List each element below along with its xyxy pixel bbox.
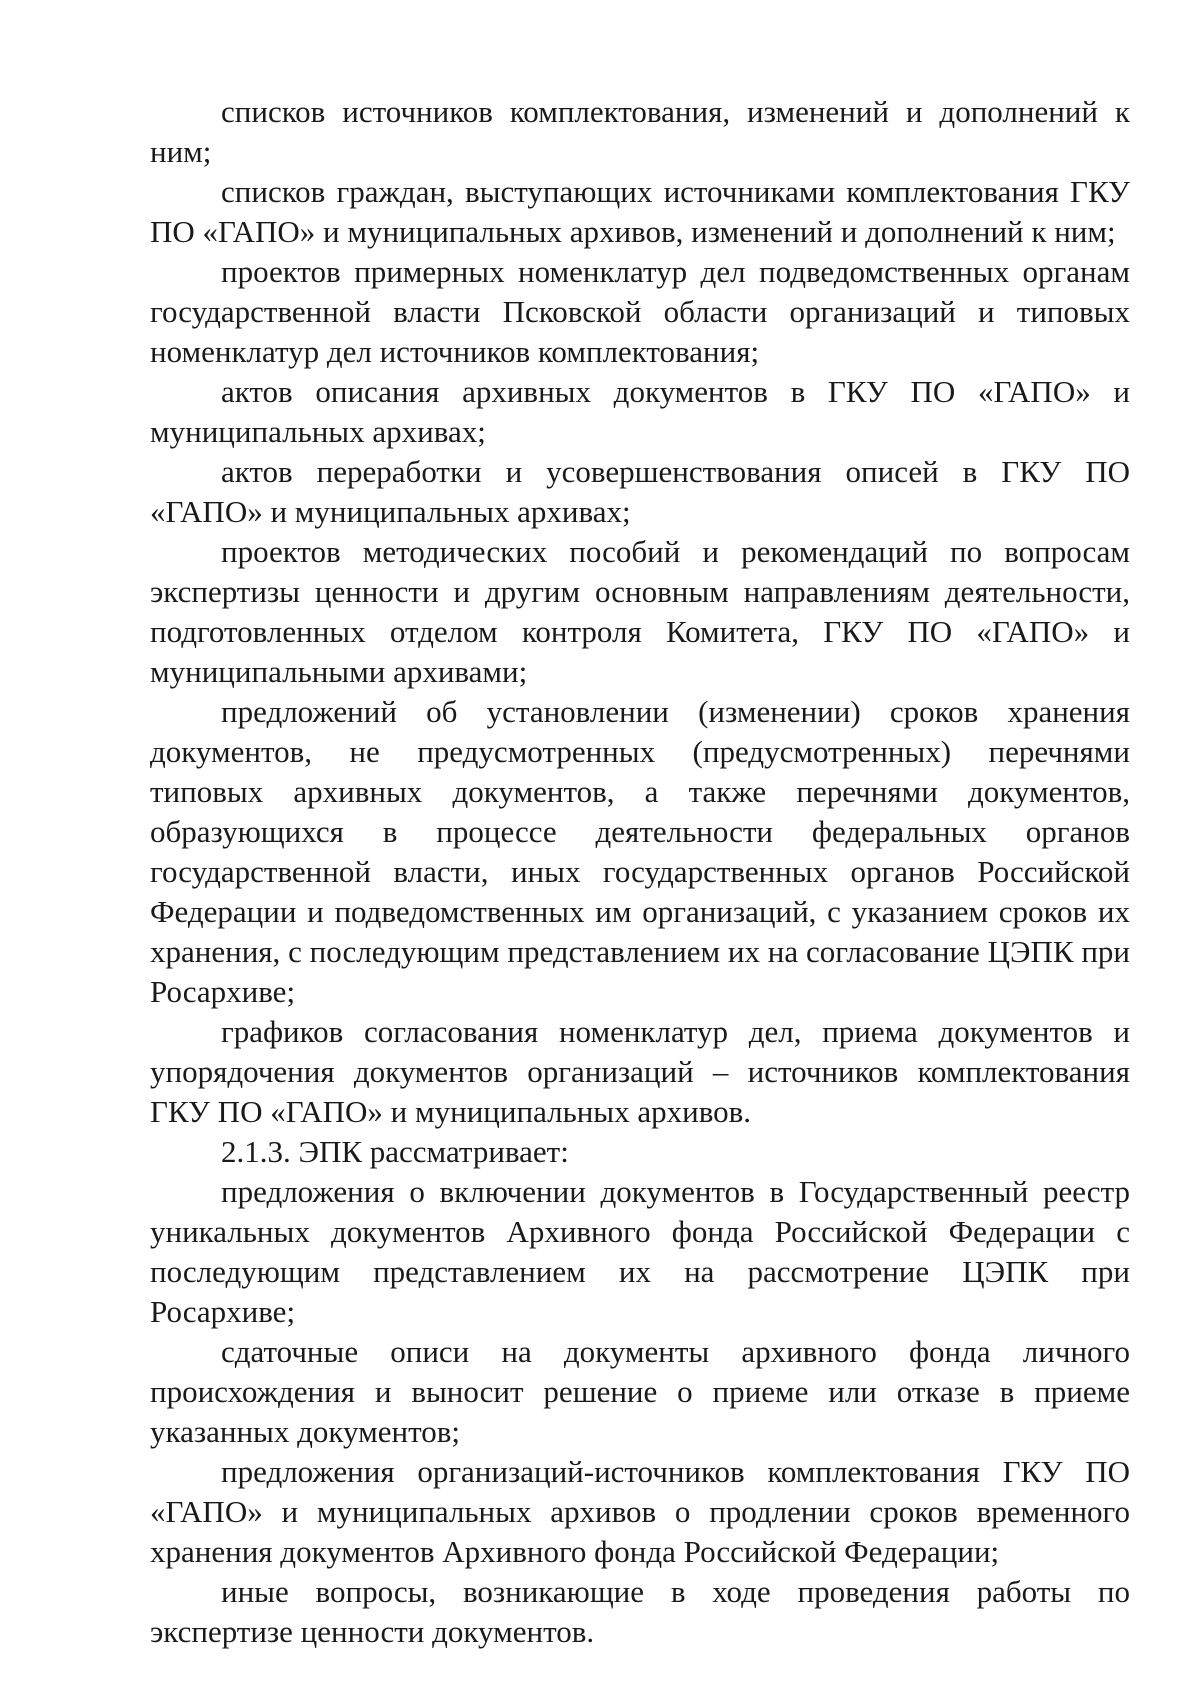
paragraph-12: предложения организаций-источников комплектования ГКУ ПО «ГАПО» и муниципальных архивов о продлении сроков временного хранения документов Архивного фонда Российской Федерации; [150,1454,1130,1569]
paragraph-4: актов описания архивных документов в ГКУ ПО «ГАПО» и муниципальных архивах; [150,374,1130,449]
paragraph-13: иные вопросы, возникающие в ходе проведения работы по экспертизе ценности документов. [150,1574,1130,1649]
paragraph-8: графиков согласования номенклатур дел, приема документов и упорядочения документов организаций – источников комплектования ГКУ ПО «ГАПО» и муниципальных архивов. [150,1014,1130,1129]
paragraph-3: проектов примерных номенклатур дел подведомственных органам государственной власти Псковской области организаций и типовых номенклатур дел источников комплектования; [150,254,1130,369]
paragraph-2: списков граждан, выступающих источниками комплектования ГКУ ПО «ГАПО» и муниципальных архивов, изменений и дополнений к ним; [150,174,1130,249]
paragraph-10: предложения о включении документов в Государственный реестр уникальных документов Архивного фонда Российской Федерации с последующим представлением их на рассмотрение ЦЭПК при Росархиве; [150,1174,1130,1329]
paragraph-6: проектов методических пособий и рекомендаций по вопросам экспертизы ценности и другим основным направлениям деятельности, подготовленных отделом контроля Комитета, ГКУ ПО «ГАПО» и муниципальными архивами; [150,534,1130,689]
document-body [150,92,1130,1652]
paragraph-5: актов переработки и усовершенствования описей в ГКУ ПО «ГАПО» и муниципальных архивах; [150,454,1130,529]
paragraph-7: предложений об установлении (изменении) сроков хранения документов, не предусмотренных (предусмотренных) перечнями типовых архивных документов, а также перечнями документов, образующихся в процессе деятельности федеральных органов государственной власти, иных государственных органов Российской Федерации и подведомственных им организаций, с указанием сроков их хранения, с последующим представлением их на согласование ЦЭПК при Росархиве; [150,694,1130,1009]
paragraph-11: сдаточные описи на документы архивного фонда личного происхождения и выносит решение о приеме или отказе в приеме указанных документов; [150,1334,1130,1449]
paragraph-1: списков источников комплектования, изменений и дополнений к ним; [150,94,1130,169]
section-heading-2-1-3: 2.1.3. ЭПК рассматривает: [221,1134,569,1169]
